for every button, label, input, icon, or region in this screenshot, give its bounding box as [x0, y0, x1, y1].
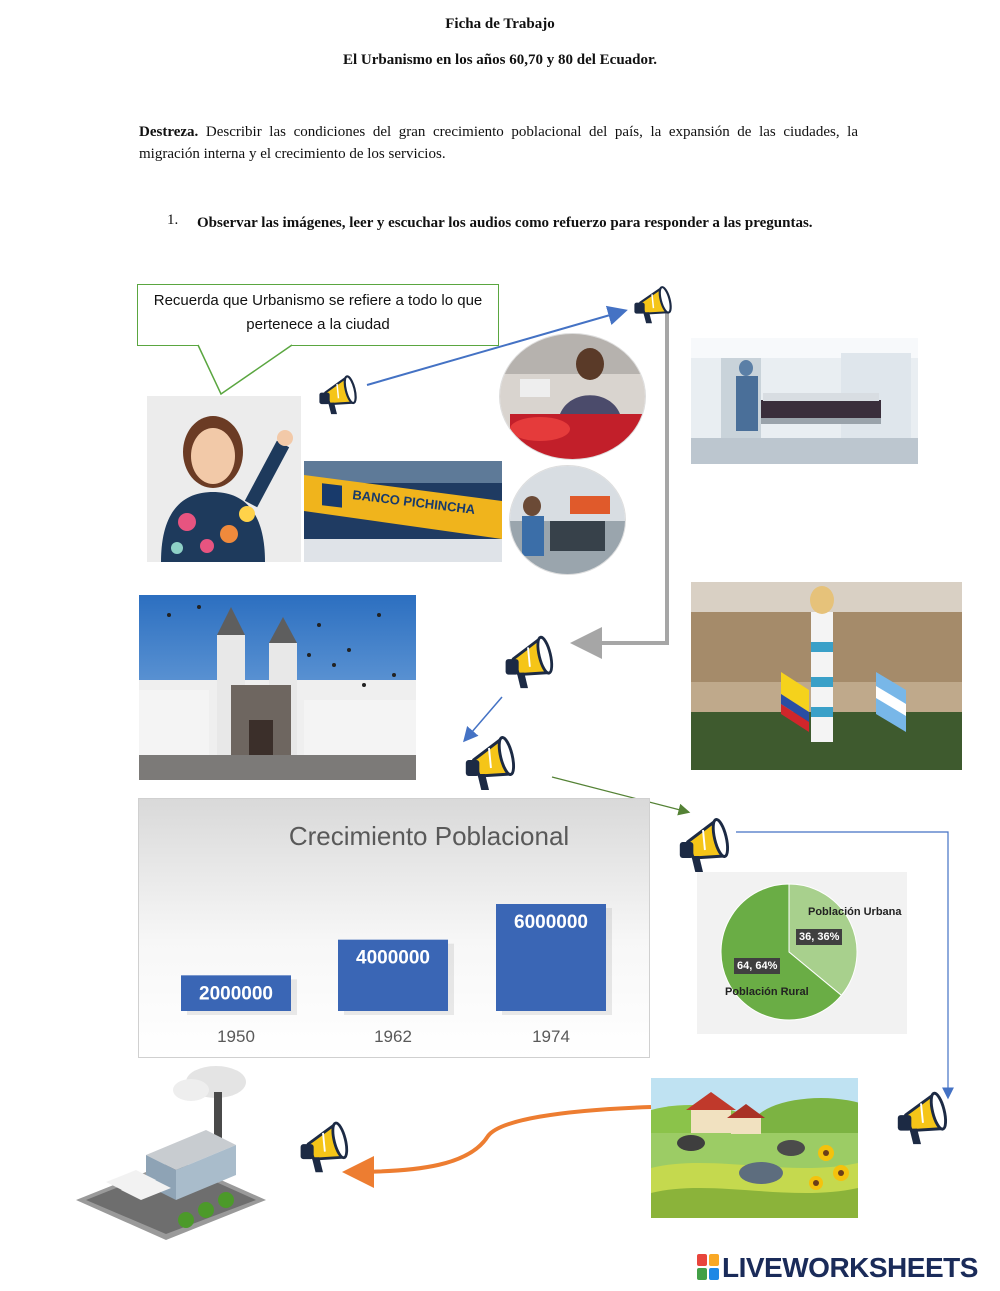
instruction-number: 1. — [167, 212, 179, 228]
farm-illustration — [651, 1078, 858, 1218]
hospital-photo — [691, 338, 918, 464]
megaphone-icon[interactable] — [315, 371, 359, 422]
woman-pointing-photo — [147, 396, 301, 562]
textile-workers-photo — [499, 333, 646, 460]
page-title: Ficha de Trabajo — [445, 16, 555, 32]
liveworksheets-logo — [697, 1252, 978, 1284]
bank-photo — [304, 461, 502, 562]
instruction-text: Observar las imágenes, leer y escuchar los audios como refuerzo para responder a las preguntas. — [197, 215, 813, 231]
bar-data-label: 2000000 — [199, 983, 273, 1005]
pie-chart-plot — [697, 872, 907, 1034]
x-tick-label: 1950 — [217, 1027, 255, 1046]
live-badge-icon — [697, 1254, 719, 1280]
bank-sign-text: BANCO PICHINCHA — [351, 487, 477, 518]
x-tick-label: 1974 — [532, 1027, 570, 1046]
skill-text: Describir las condiciones del gran crecimiento poblacional del país, la expansión de las ciudades, la migración interna y el crecimiento de los servicios. — [139, 124, 858, 162]
callout-box: Recuerda que Urbanismo se refiere a todo lo que pertenece a la ciudad — [137, 284, 499, 346]
factory-worker-photo — [509, 465, 626, 575]
bar-chart-plot — [139, 799, 649, 1057]
megaphone-icon[interactable] — [460, 730, 518, 799]
lighthouse-photo — [691, 582, 962, 770]
population-bar-chart — [138, 798, 650, 1058]
chart-title: Crecimiento Poblacional — [288, 821, 570, 851]
church-photo — [139, 595, 416, 780]
x-tick-label: 1962 — [374, 1027, 412, 1046]
pie-data-rural: 64, 64% — [734, 958, 780, 974]
pie-label-urban: Población Urbana — [808, 906, 902, 918]
bar-data-label: 6000000 — [514, 912, 588, 933]
megaphone-icon[interactable] — [630, 282, 674, 331]
bar-data-label: 4000000 — [356, 947, 430, 969]
pie-data-urban: 36, 36% — [796, 929, 842, 945]
megaphone-icon[interactable] — [500, 630, 556, 697]
pie-label-rural: Población Rural — [725, 986, 809, 998]
arrow-orange — [350, 1107, 651, 1172]
population-pie-chart — [697, 872, 907, 1034]
logo-text: LIVEWORKSHEETS — [722, 1252, 978, 1283]
factory-illustration — [66, 1060, 276, 1245]
skill-label: Destreza. — [139, 124, 199, 140]
megaphone-icon[interactable] — [674, 812, 732, 881]
page-subtitle: El Urbanismo en los años 60,70 y 80 del Ecuador. — [342, 52, 658, 68]
megaphone-icon[interactable] — [295, 1116, 351, 1181]
megaphone-icon[interactable] — [892, 1086, 950, 1153]
callout-tail — [195, 344, 295, 396]
